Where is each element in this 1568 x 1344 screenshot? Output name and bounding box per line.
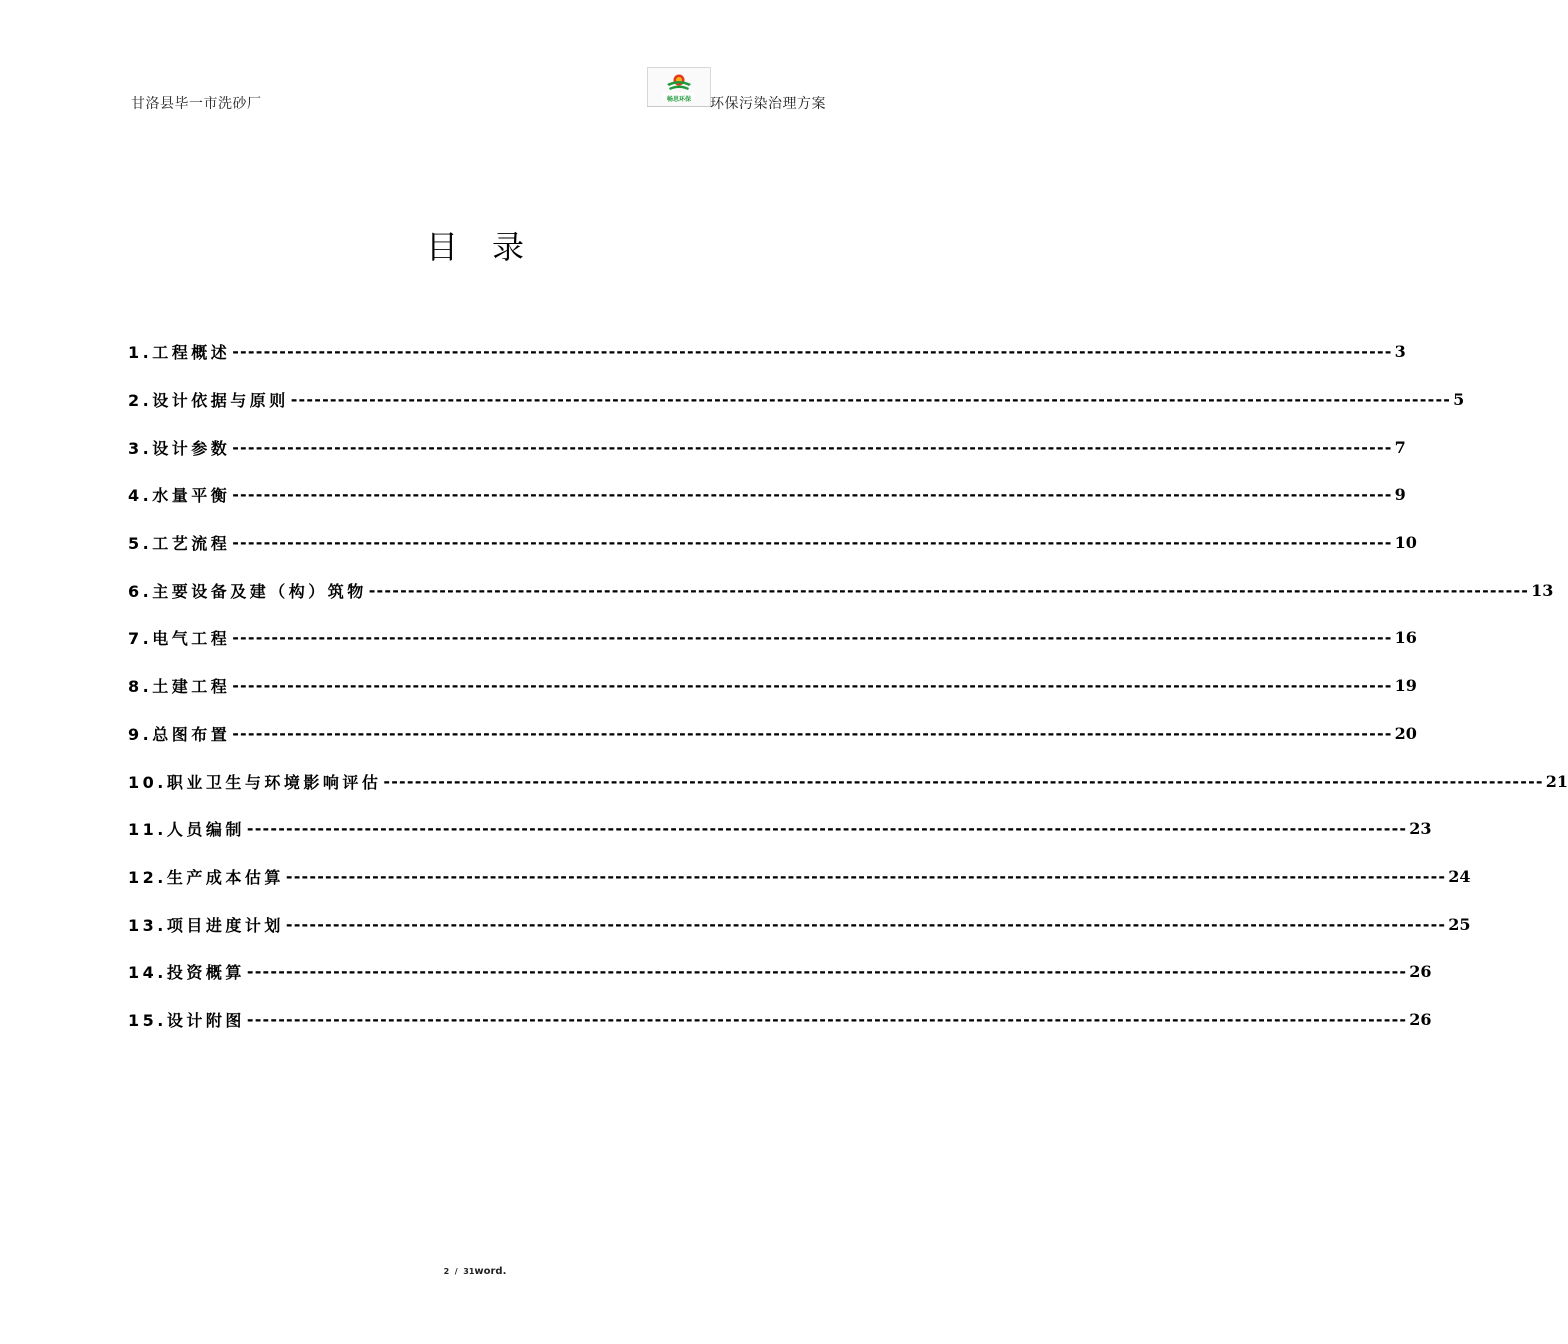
toc-item-label: 9.总图布置: [128, 724, 231, 744]
toc-item[interactable]: [128, 900, 1471, 948]
toc-leader: ----------------------------------------------------------------------------------------------------------------------------------------------------: [246, 962, 1408, 982]
toc-item[interactable]: [128, 757, 1568, 805]
toc-item[interactable]: [128, 710, 1417, 758]
toc-leader: ----------------------------------------------------------------------------------------------------------------------------------------------------: [246, 819, 1408, 839]
toc-leader: ----------------------------------------------------------------------------------------------------------------------------------------------------: [232, 342, 1393, 362]
page-footer: [0, 1266, 950, 1277]
toc-item-label: 14.投资概算: [128, 963, 245, 983]
toc-item[interactable]: [128, 376, 1465, 424]
toc-item-label: 5.工艺流程: [128, 534, 231, 554]
toc-item-label: 6.主要设备及建（构）筑物: [128, 581, 367, 601]
toc-item-page: 26: [1409, 1009, 1432, 1029]
toc-item-page: 23: [1409, 819, 1432, 839]
header-divider: [647, 106, 713, 107]
toc-item[interactable]: [128, 328, 1406, 376]
toc-item[interactable]: [128, 853, 1471, 901]
logo-caption: 畅思环保: [666, 95, 691, 103]
toc-item-label: 4.水量平衡: [128, 486, 231, 506]
toc-item-page: 24: [1448, 866, 1471, 886]
table-of-contents: [128, 328, 1568, 1043]
toc-leader: ----------------------------------------------------------------------------------------------------------------------------------------------------: [232, 628, 1393, 648]
toc-item[interactable]: [128, 805, 1432, 853]
toc-item[interactable]: [128, 566, 1554, 614]
toc-item-page: 7: [1394, 437, 1406, 457]
toc-item[interactable]: [128, 423, 1406, 471]
toc-item-label: 13.项目进度计划: [128, 915, 284, 935]
toc-leader: ----------------------------------------------------------------------------------------------------------------------------------------------------: [290, 390, 1452, 410]
toc-item-label: 15.设计附图: [128, 1010, 245, 1030]
toc-item-label: 11.人员编制: [128, 820, 245, 840]
toc-item-page: 25: [1448, 914, 1471, 934]
header-left-text: 甘洛县毕一市洗砂厂: [131, 96, 262, 112]
toc-item[interactable]: [128, 471, 1406, 519]
toc-item-page: 5: [1453, 390, 1465, 410]
toc-leader: ----------------------------------------------------------------------------------------------------------------------------------------------------: [285, 914, 1447, 934]
toc-item[interactable]: [128, 996, 1432, 1044]
toc-item-page: 9: [1394, 485, 1406, 505]
page-title: 目录: [425, 228, 558, 266]
toc-leader: ----------------------------------------------------------------------------------------------------------------------------------------------------: [232, 485, 1393, 505]
toc-item-page: 16: [1394, 628, 1417, 648]
toc-item-label: 10.职业卫生与环境影响评估: [128, 772, 382, 792]
toc-leader: ----------------------------------------------------------------------------------------------------------------------------------------------------: [232, 676, 1393, 696]
toc-leader: ----------------------------------------------------------------------------------------------------------------------------------------------------: [246, 1009, 1408, 1029]
company-logo: [647, 67, 711, 107]
footer-page-current: 2: [443, 1267, 450, 1276]
toc-item-page: 3: [1394, 342, 1406, 362]
footer-separator: /: [454, 1267, 458, 1276]
toc-item-page: 19: [1394, 676, 1417, 696]
toc-leader: ----------------------------------------------------------------------------------------------------------------------------------------------------: [232, 437, 1393, 457]
toc-item-label: 3.设计参数: [128, 438, 231, 458]
toc-item-page: 21: [1545, 771, 1568, 791]
toc-item-page: 20: [1394, 723, 1417, 743]
toc-leader: ----------------------------------------------------------------------------------------------------------------------------------------------------: [232, 723, 1393, 743]
toc-leader: ----------------------------------------------------------------------------------------------------------------------------------------------------: [383, 771, 1544, 791]
toc-item[interactable]: [128, 662, 1417, 710]
footer-suffix: word.: [474, 1266, 507, 1277]
toc-item-label: 2.设计依据与原则: [128, 391, 289, 411]
toc-item-page: 10: [1394, 533, 1417, 553]
toc-item-page: 13: [1531, 580, 1554, 600]
header-right-text: 环保污染治理方案: [710, 96, 826, 112]
toc-item-page: 26: [1409, 962, 1432, 982]
toc-item[interactable]: [128, 948, 1432, 996]
toc-item[interactable]: [128, 614, 1417, 662]
toc-leader: ----------------------------------------------------------------------------------------------------------------------------------------------------: [232, 533, 1393, 553]
toc-item-label: 7.电气工程: [128, 629, 231, 649]
toc-leader: ----------------------------------------------------------------------------------------------------------------------------------------------------: [368, 580, 1530, 600]
footer-page-total: 31: [463, 1267, 475, 1276]
toc-item[interactable]: [128, 519, 1417, 567]
toc-item-label: 1.工程概述: [128, 343, 231, 363]
toc-leader: ----------------------------------------------------------------------------------------------------------------------------------------------------: [285, 866, 1447, 886]
toc-item-label: 8.土建工程: [128, 677, 231, 697]
toc-item-label: 12.生产成本估算: [128, 867, 284, 887]
